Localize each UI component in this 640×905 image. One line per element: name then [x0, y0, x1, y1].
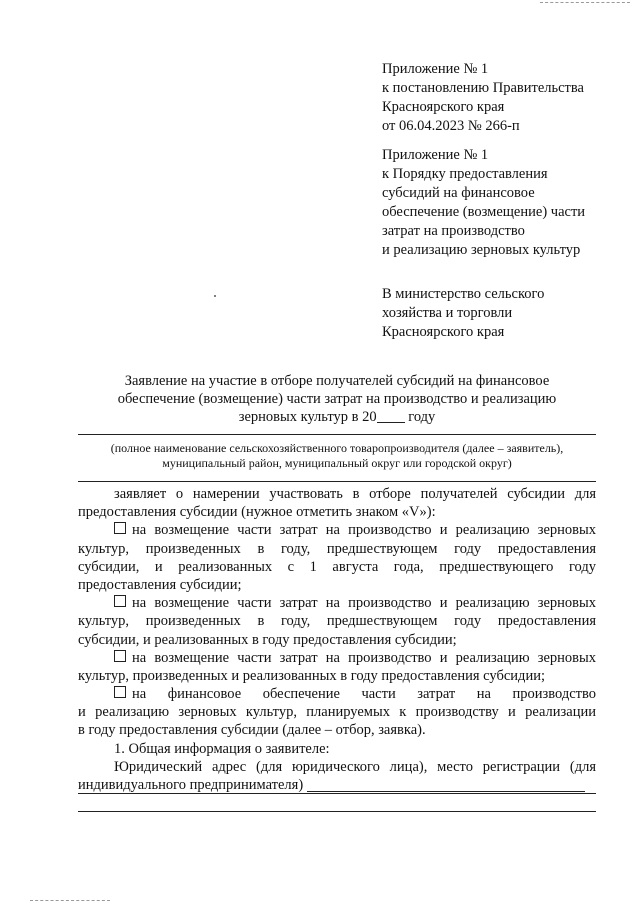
- section1-address-line: Юридический адрес (для юридического лица), место регистрации (для: [114, 758, 596, 775]
- title-year-prefix: зерновых культур в 20: [238, 409, 377, 425]
- scan-speck: [214, 295, 216, 297]
- appendix-main-line: Красноярского края: [382, 99, 505, 115]
- appendix-main-block: [382, 60, 584, 136]
- option-line: на возмещение части затрат на производство и реализацию зерновых: [78, 521, 596, 539]
- address-input-line[interactable]: [307, 778, 585, 792]
- title-year-suffix: году: [408, 409, 436, 425]
- option-line: субсидии, и реализованных с 1 августа года, предшествующего году: [78, 558, 596, 575]
- appendix-main-line: Приложение № 1: [382, 61, 489, 77]
- appendix-order-line: и реализацию зерновых культур: [382, 242, 581, 258]
- address-blank-line[interactable]: [78, 811, 596, 812]
- section1-heading: 1. Общая информация о заявителе:: [114, 740, 330, 757]
- appendix-order-line: Приложение № 1: [382, 147, 489, 163]
- title-line: Заявление на участие в отборе получателей субсидий на финансовое: [124, 373, 550, 389]
- applicant-district-line[interactable]: [78, 481, 596, 482]
- applicant-hint: [78, 441, 596, 471]
- addressee-line: хозяйства и торговли: [382, 305, 513, 321]
- option-line: на финансовое обеспечение части затрат на производство: [78, 685, 596, 703]
- applicant-hint-line: муниципальный район, муниципальный округ или городской округ): [162, 456, 512, 470]
- option-line: предоставления субсидии;: [78, 576, 242, 593]
- option-line: и реализацию зерновых культур, планируемых к производству и реализации: [78, 704, 596, 721]
- option-line: культур, произведенных в году, предшествующем году предоставления: [78, 540, 596, 557]
- appendix-order-line: затрат на производство: [382, 223, 525, 239]
- applicant-hint-line: (полное наименование сельскохозяйственного товаропроизводителя (далее – заявитель),: [110, 441, 564, 455]
- addressee-block: [382, 285, 544, 342]
- addressee-line: Красноярского края: [382, 324, 505, 340]
- document-title: [78, 372, 596, 426]
- intro-line: заявляет о намерении участвовать в отборе получателей субсидии для: [114, 486, 596, 502]
- address-blank-line[interactable]: [78, 793, 596, 794]
- option-line: в году предоставления субсидии (далее – отбор, заявка).: [78, 722, 426, 739]
- body-text: [78, 485, 596, 794]
- option-line: культур, произведенных в году, предшествующем году предоставления: [78, 613, 596, 630]
- scan-edge-mark: [30, 900, 110, 901]
- title-line: [78, 408, 596, 426]
- intro-line: предоставления субсидии (нужное отметить знаком «V»):: [78, 504, 436, 521]
- title-line: обеспечение (возмещение) части затрат на производство и реализацию: [117, 391, 557, 407]
- appendix-main-line: к постановлению Правительства: [382, 80, 584, 96]
- appendix-order-block: [382, 146, 585, 260]
- option-line: на возмещение части затрат на производство и реализацию зерновых: [78, 649, 596, 667]
- appendix-order-line: обеспечение (возмещение) части: [382, 204, 586, 220]
- scan-edge-mark: [540, 2, 630, 3]
- applicant-name-line[interactable]: [78, 434, 596, 435]
- appendix-main-line: от 06.04.2023 № 266-п: [382, 118, 520, 134]
- checkbox-option-4[interactable]: [114, 686, 126, 698]
- checkbox-option-3[interactable]: [114, 650, 126, 662]
- appendix-order-line: субсидий на финансовое: [382, 185, 535, 201]
- section1-address-line-2: индивидуального предпринимателя): [78, 776, 596, 794]
- appendix-order-line: к Порядку предоставления: [382, 166, 548, 182]
- year-blank-field[interactable]: [377, 409, 405, 423]
- checkbox-option-2[interactable]: [114, 595, 126, 607]
- option-line: культур, произведенных и реализованных в году предоставления субсидии;: [78, 667, 545, 684]
- option-line: субсидии, и реализованных в году предоставления субсидии;: [78, 631, 457, 648]
- checkbox-option-1[interactable]: [114, 522, 126, 534]
- addressee-line: В министерство сельского: [382, 286, 545, 302]
- option-line: на возмещение части затрат на производство и реализацию зерновых: [78, 594, 596, 612]
